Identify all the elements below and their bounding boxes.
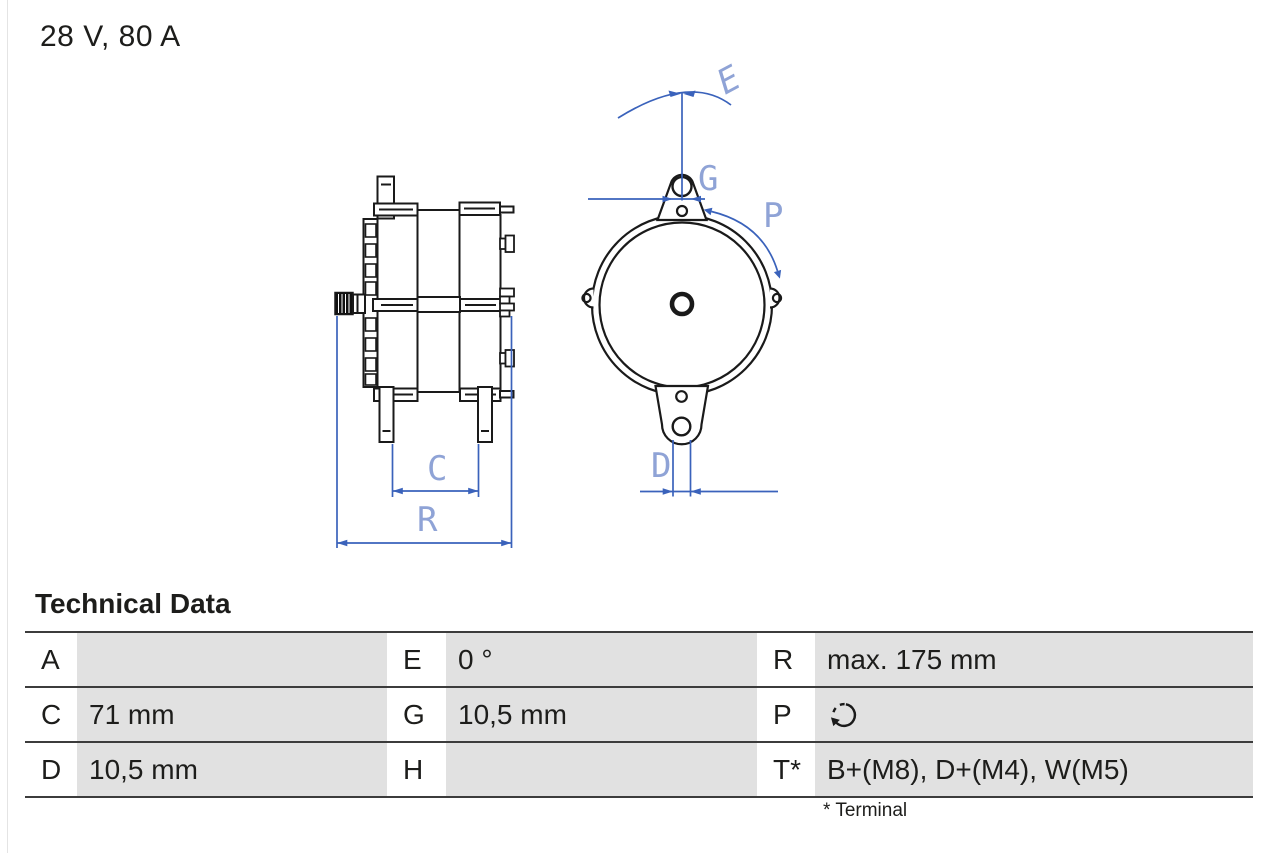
technical-data-heading: Technical Data	[35, 588, 231, 619]
dim-label-c: C	[427, 449, 448, 489]
dim-label-g: G	[698, 159, 719, 199]
table-label-t: T*	[757, 743, 815, 798]
page-title: 28 V, 80 A	[40, 20, 181, 53]
table-value-d: 10,5 mm	[77, 743, 387, 798]
table-value-h	[446, 743, 757, 798]
terminal-footnote: * Terminal	[823, 800, 908, 821]
dim-label-d: D	[651, 446, 672, 486]
table-label-e: E	[387, 633, 446, 688]
rotation-direction-icon	[827, 698, 861, 732]
table-label-d: D	[25, 743, 77, 798]
dim-label-e: E	[710, 58, 748, 103]
table-label-r: R	[757, 633, 815, 688]
technical-data-table	[25, 631, 1253, 798]
table-value-r: max. 175 mm	[815, 633, 1253, 688]
table-label-p: P	[757, 688, 815, 743]
table-value-t: B+(M8), D+(M4), W(M5)	[815, 743, 1253, 798]
table-value-p	[815, 688, 1253, 743]
front-view	[582, 175, 784, 444]
table-label-a: A	[25, 633, 77, 688]
table-value-a	[77, 633, 387, 688]
table-value-g: 10,5 mm	[446, 688, 757, 743]
dim-label-r: R	[417, 500, 438, 540]
table-value-c: 71 mm	[77, 688, 387, 743]
table-label-c: C	[25, 688, 77, 743]
table-label-g: G	[387, 688, 446, 743]
table-label-h: H	[387, 743, 446, 798]
table-value-e: 0 °	[446, 633, 757, 688]
side-view	[335, 177, 514, 443]
dim-label-p: P	[763, 196, 784, 236]
